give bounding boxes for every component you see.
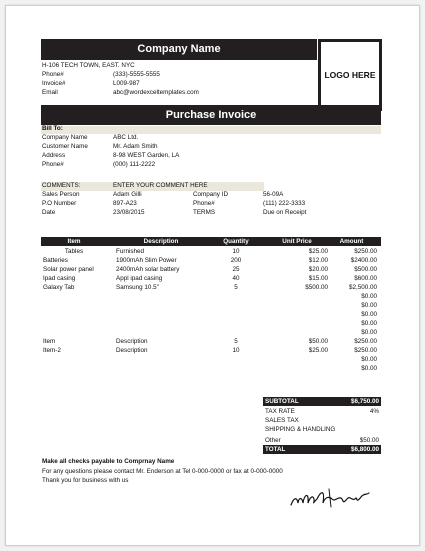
cell-unit-price: $25.00	[308, 248, 328, 255]
checks-payable-note: Make all checks payable to Comprnay Name	[42, 458, 175, 465]
bill-field-value: Mr. Adam Smith	[113, 143, 158, 150]
table-row	[41, 337, 381, 346]
email-label: Email	[42, 89, 58, 96]
total-value: $6,800.00	[350, 446, 379, 453]
cell-quantity: 10	[232, 248, 240, 255]
detail-value-2: Due on Receipt	[263, 209, 307, 216]
cell-item: Item-2	[43, 347, 61, 354]
subtotal-label: SUBTOTAL	[265, 398, 299, 405]
table-row	[41, 274, 381, 283]
table-row	[41, 328, 381, 337]
invoice-title: Purchase Invoice	[41, 105, 381, 125]
cell-item: Galaxy Tab	[43, 284, 75, 291]
cell-quantity: 40	[232, 275, 240, 282]
detail-value: Adam Gilli	[113, 191, 142, 198]
table-row	[41, 265, 381, 274]
bill-field-value: ABC Ltd.	[113, 134, 139, 141]
detail-label: Date	[42, 209, 56, 216]
other-label: Other	[265, 437, 281, 444]
cell-description: Samsung 10.5"	[116, 284, 159, 291]
cell-unit-price: $12.00	[308, 257, 328, 264]
cell-item: Item	[43, 338, 56, 345]
detail-value: 23/08/2015	[113, 209, 145, 216]
company-name: Company Name	[41, 39, 317, 60]
sales-tax-label: SALES TAX	[265, 417, 299, 424]
table-row	[41, 364, 381, 373]
bill-field-label: Customer Name	[42, 143, 88, 150]
detail-label: Sales Person	[42, 191, 80, 198]
comments-label: COMMENTS:	[42, 182, 81, 189]
cell-unit-price: $500.00	[305, 284, 328, 291]
cell-amount: $0.00	[361, 365, 377, 372]
signature-image	[289, 485, 379, 511]
subtotal-value: $6,750.00	[350, 398, 379, 405]
table-row	[41, 301, 381, 310]
company-address: H-106 TECH TOWN, EAST. NYC	[42, 62, 135, 69]
cell-quantity: 5	[234, 284, 238, 291]
contact-note: For any questions please contact Mr. Enderson at Tel 0-000-0000 or fax at 0-000-0000	[42, 468, 283, 475]
detail-label-2: Phone#	[193, 200, 215, 207]
detail-value: 897-A23	[113, 200, 137, 207]
table-row	[41, 292, 381, 301]
cell-amount: $2400.00	[350, 257, 377, 264]
col-header-unit-price: Unit Price	[282, 238, 312, 245]
tax-rate-value: 4%	[369, 408, 379, 415]
cell-item: Solar power panel	[43, 266, 94, 273]
table-row	[41, 355, 381, 364]
detail-value-2: (111) 222-3333	[263, 200, 306, 207]
cell-unit-price: $20.00	[308, 266, 328, 273]
other-value: $50.00	[359, 437, 379, 444]
logo-placeholder: LOGO HERE	[318, 39, 382, 111]
bill-field-label: Company Name	[42, 134, 88, 141]
cell-description: 1900mAh Slim Power	[116, 257, 177, 264]
table-row	[41, 319, 381, 328]
cell-amount: $0.00	[361, 293, 377, 300]
col-header-quantity: Quantity	[223, 238, 249, 245]
cell-unit-price: $25.00	[308, 347, 328, 354]
tax-rate-label: TAX RATE	[265, 408, 295, 415]
invoice-number: L009-987	[113, 80, 140, 87]
thank-you-note: Thank you for business with us	[42, 477, 129, 484]
bill-to-header-bg	[41, 126, 381, 134]
invoice-page	[5, 5, 420, 546]
table-row	[41, 310, 381, 319]
bill-to-heading: Bill To:	[42, 125, 63, 132]
cell-quantity: 200	[230, 257, 242, 264]
cell-amount: $2,500.00	[348, 284, 377, 291]
detail-label: P.O Number	[42, 200, 77, 207]
table-row	[41, 283, 381, 292]
cell-item: Tables	[64, 248, 84, 255]
phone-label: Phone#	[42, 71, 64, 78]
phone-value: (333)-5555-5555	[113, 71, 160, 78]
col-header-amount: Amount	[339, 238, 364, 245]
cell-description: 2400mAh solar battery	[116, 266, 180, 273]
tax-rate-row	[263, 407, 381, 416]
cell-quantity: 25	[232, 266, 240, 273]
cell-amount: $0.00	[361, 329, 377, 336]
other-row	[263, 436, 381, 445]
detail-label-2: TERMS	[193, 209, 216, 216]
email-value: abc@wordexceltemplates.com	[113, 89, 199, 96]
shipping-label: SHIPPING & HANDLING	[265, 426, 336, 433]
cell-amount: $250.00	[354, 248, 377, 255]
col-header-description: Description	[143, 238, 179, 245]
sales-tax-row	[263, 416, 381, 425]
table-row	[41, 346, 381, 355]
table-row	[41, 247, 381, 256]
comments-value: ENTER YOUR COMMENT HERE	[113, 182, 208, 189]
cell-quantity: 5	[234, 338, 238, 345]
cell-description: Description	[116, 347, 148, 354]
cell-amount: $0.00	[361, 302, 377, 309]
bill-field-value: (000) 111-2222	[113, 161, 156, 168]
cell-item: Batteries	[43, 257, 68, 264]
bill-field-label: Address	[42, 152, 66, 159]
cell-item: Ipad casing	[43, 275, 76, 282]
items-table-header	[41, 237, 381, 246]
total-row	[263, 445, 381, 454]
cell-description: Description	[116, 338, 148, 345]
cell-amount: $500.00	[354, 266, 377, 273]
bill-field-label: Phone#	[42, 161, 64, 168]
invoice-label: Invoice#	[42, 80, 66, 87]
cell-amount: $0.00	[361, 311, 377, 318]
company-id-value: 56-09A	[263, 191, 284, 198]
shipping-row	[263, 425, 381, 434]
cell-description: Furnished	[116, 248, 145, 255]
cell-amount: $250.00	[354, 338, 377, 345]
subtotal-row	[263, 397, 381, 406]
company-id-label: Company ID	[193, 191, 228, 198]
cell-amount: $0.00	[361, 356, 377, 363]
table-row	[41, 256, 381, 265]
cell-amount: $0.00	[361, 320, 377, 327]
cell-amount: $250.00	[354, 347, 377, 354]
bill-field-value: 8-98 WEST Garden, LA	[113, 152, 180, 159]
cell-description: Appl ipad casing	[116, 275, 163, 282]
cell-unit-price: $50.00	[308, 338, 328, 345]
cell-amount: $600.00	[354, 275, 377, 282]
cell-unit-price: $15.00	[308, 275, 328, 282]
col-header-item: Item	[67, 238, 81, 245]
total-label: TOTAL	[265, 446, 286, 453]
cell-quantity: 10	[232, 347, 240, 354]
